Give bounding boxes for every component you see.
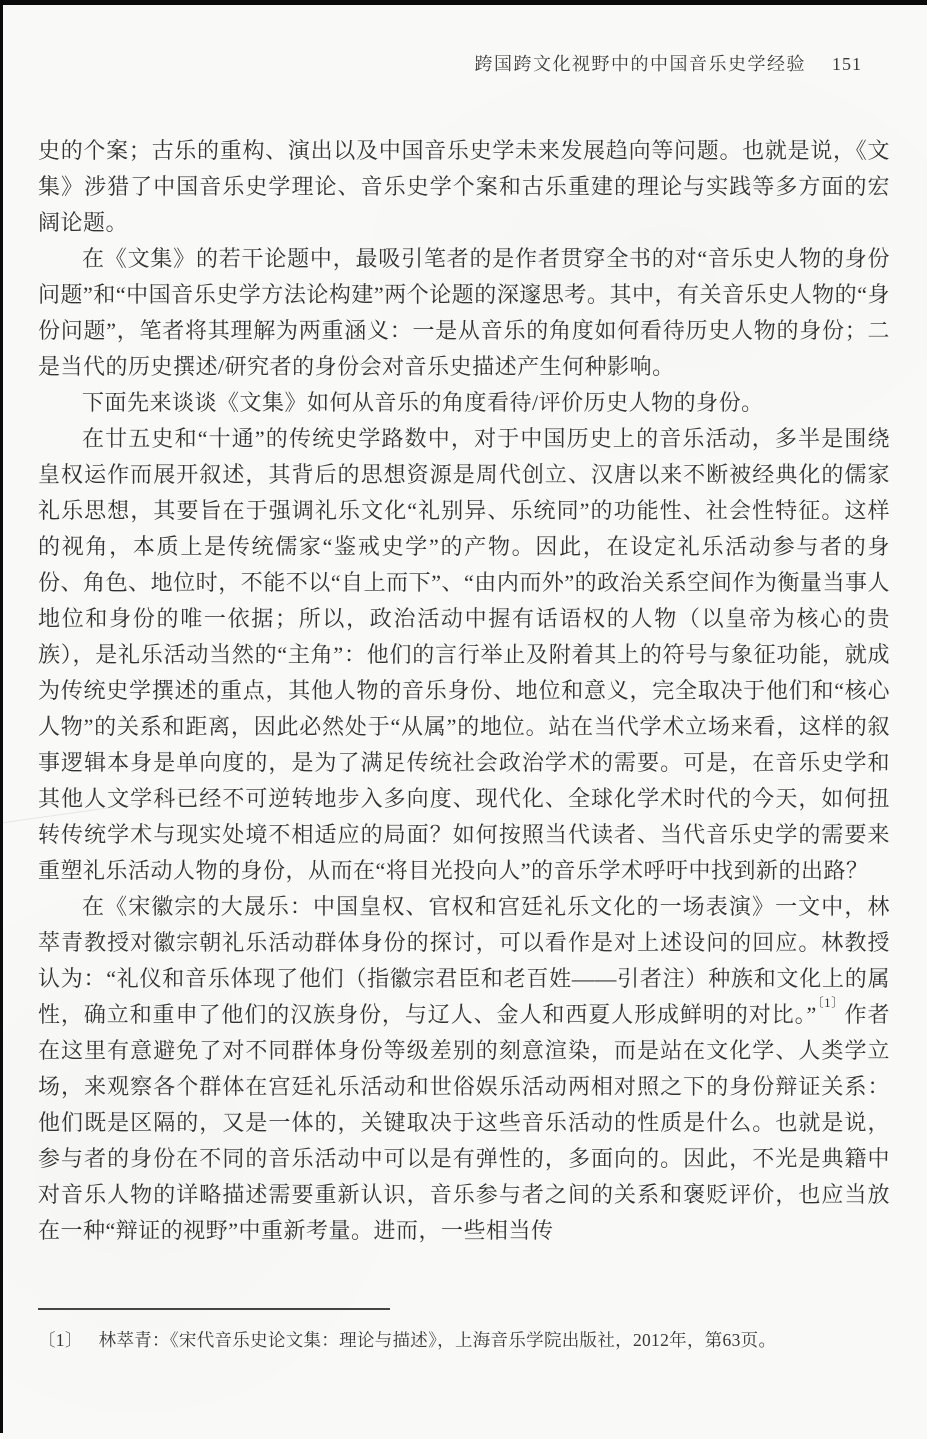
body-text	[38, 133, 890, 1249]
running-head	[475, 50, 863, 76]
running-head-title: 跨国跨文化视野中的中国音乐史学经验	[474, 54, 806, 74]
paragraph	[38, 385, 890, 421]
text-run: 史的个案；古乐的重构、演出以及中国音乐史学未来发展趋向等问题。也就是说，《文集》涉猎了中国音乐史学理论、音乐史学个案和古乐重建的理论与实践等多方面的宏阔论题。	[38, 138, 890, 235]
paragraph	[38, 889, 890, 1249]
text-run: 作者在这里有意避免了对不同群体身份等级差别的刻意渲染，而是站在文化学、人类学立场，来观察各个群体在宫廷礼乐活动和世俗娱乐活动两相对照之下的身份辩证关系：他们既是区隔的，又是一体的，关键取决于这些音乐活动的性质是什么。也就是说，参与者的身份在不同的音乐活动中可以是有弹性的，多面向的。因此，不光是典籍中对音乐人物的详略描述需要重新认识，音乐参与者之间的关系和褒贬评价，也应当放在一种“辩证的视野”中重新考量。进而，一些相当传	[38, 1002, 890, 1243]
text-run: 在廿五史和“十通”的传统史学路数中，对于中国历史上的音乐活动，多半是围绕皇权运作而展开叙述，其背后的思想资源是周代创立、汉唐以来不断被经典化的儒家礼乐思想，其要旨在于强调礼乐文化“礼别异、乐统同”的功能性、社会性特征。这样的视角，本质上是传统儒家“鉴戒史学”的产物。因此，在设定礼乐活动参与者的身份、角色、地位时，不能不以“自上而下”、“由内而外”的政治关系空间作为衡量当事人地位和身份的唯一依据；所以，政治活动中握有话语权的人物（以皇帝为核心的贵族），是礼乐活动当然的“主角”：他们的言行举止及附着其上的符号与象征功能，就成为传统史学撰述的重点，其他人物的音乐身份、地位和意义，完全取决于他们和“核心人物”的关系和距离，因此必然处于“从属”的地位。站在当代学术立场来看，这样的叙事逻辑本身是单向度的，是为了满足传统社会政治学术的需要。可是，在音乐史学和其他人文学科已经不可逆转地步入多向度、现代化、全球化学术时代的今天，如何扭转传统学术与现实处境不相适应的局面？如何按照当代读者、当代音乐史学的需要来重塑礼乐活动人物的身份，从而在“将目光投向人”的音乐学术呼吁中找到新的出路？	[38, 426, 890, 883]
paragraph	[38, 241, 890, 385]
paragraph	[38, 421, 890, 889]
scan-edge-left	[0, 0, 3, 1433]
scan-edge-top	[0, 0, 927, 5]
footnote-ref: 〔1〕	[816, 994, 845, 1010]
text-run: 在《宋徽宗的大晟乐：中国皇权、官权和宫廷礼乐文化的一场表演》一文中，林萃青教授对徽宗朝礼乐活动群体身份的探讨，可以看作是对上述设问的回应。林教授认为：“礼仪和音乐体现了他们（指徽宗君臣和老百姓——引者注）种族和文化上的属性，确立和重申了他们的汉族身份，与辽人、金人和西夏人形成鲜明的对比。”	[38, 894, 890, 1027]
text-run: 在《文集》的若干论题中，最吸引笔者的是作者贯穿全书的对“音乐史人物的身份问题”和“中国音乐史学方法论构建”两个论题的深邃思考。其中，有关音乐史人物的“身份问题”，笔者将其理解为两重涵义：一是从音乐的角度如何看待历史人物的身份；二是当代的历史撰述/研究者的身份会对音乐史描述产生何种影响。	[38, 246, 890, 379]
text-run: 下面先来谈谈《文集》如何从音乐的角度看待/评价历史人物的身份。	[82, 390, 764, 415]
paragraph	[38, 133, 890, 241]
footnote-separator	[38, 1308, 390, 1310]
footnote-text: 林萃青：《宋代音乐史论文集：理论与描述》，上海音乐学院出版社，2012年，第63页。	[98, 1330, 777, 1350]
footnote-area	[38, 1308, 890, 1353]
footnote-marker: 〔1〕	[38, 1330, 83, 1350]
page-number: 151	[832, 54, 862, 74]
footnote	[38, 1328, 890, 1353]
